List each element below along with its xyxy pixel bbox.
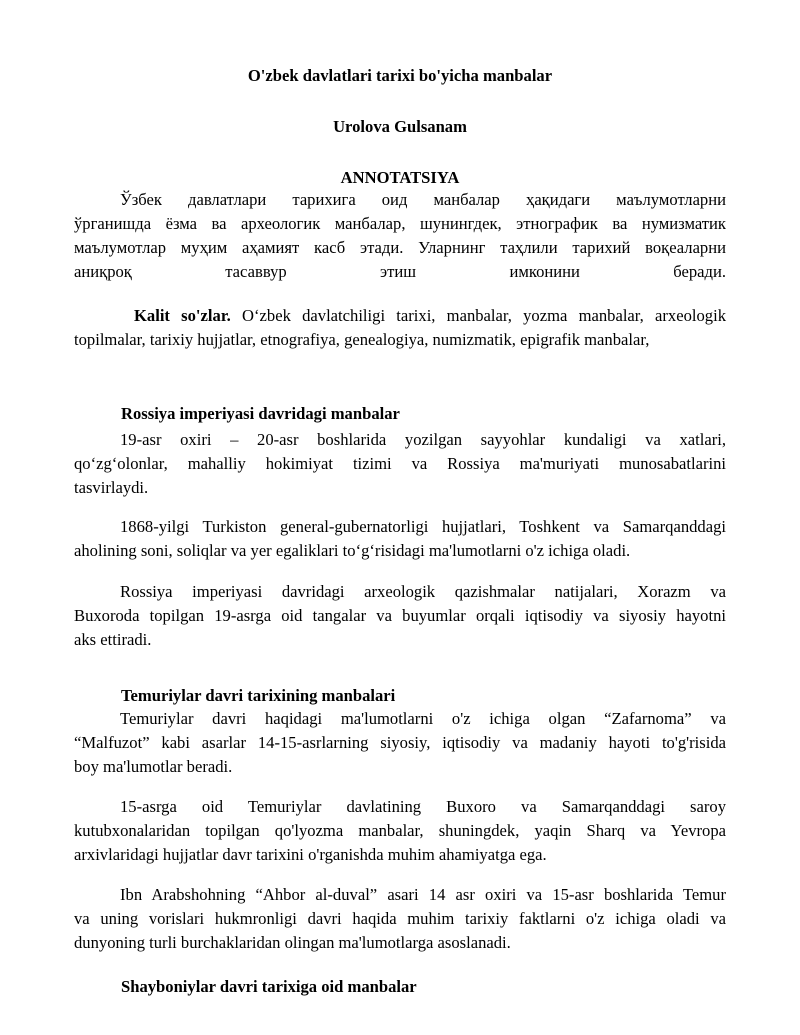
paragraph-line: Rossiya imperiyasi davridagi arxeologik qazishmalar natijalari, Xorazm va <box>120 582 726 601</box>
paragraph-line: boy ma'lumotlar beradi. <box>74 757 233 776</box>
document-title: O'zbek davlatlari tarixi bo'yicha manbalar <box>247 66 553 85</box>
keywords-line <box>74 304 726 328</box>
paragraph-line: aholining soni, soliqlar va yer egaliklari to‘g‘risidagi ma'lumotlarni o'z ichiga oladi. <box>74 541 631 560</box>
section-paragraph <box>74 883 726 955</box>
paragraph-line: 1868-yilgi Turkiston general-gubernatorligi hujjatlari, Toshkent va Samarqanddagi <box>120 517 726 536</box>
section-heading: Shayboniylar davri tarixiga oid manbalar <box>121 977 417 996</box>
annotation-line: ўрганишда ёзма ва археологик манбалар, шунингдек, этнографик ва нумизматик <box>74 214 726 233</box>
paragraph-line: kutubxonalaridan topilgan qo'lyozma manbalar, shuningdek, yaqin Sharq va Yevropa <box>74 821 726 840</box>
paragraph-line: 15-asrga oid Temuriylar davlatining Buxoro va Samarqanddagi saroy <box>120 797 726 816</box>
paragraph-line: va uning vorislari hukmronligi davri haqida muhim tarixiy faktlarni o'z ichiga oladi va <box>74 909 726 928</box>
paragraph-line: aks ettiradi. <box>74 630 152 649</box>
section-paragraph <box>74 515 726 563</box>
document-author: Urolova Gulsanam <box>333 117 467 136</box>
annotation-heading: ANNOTATSIYA <box>340 168 460 187</box>
section-heading: Rossiya imperiyasi davridagi manbalar <box>121 404 400 423</box>
paragraph-line: Temuriylar davri haqidagi ma'lumotlarni o'z ichiga olgan “Zafarnoma” va <box>120 709 726 728</box>
annotation-line: маълумотлар муҳим аҳамият касб этади. Уларнинг таҳлили тарихий воқеаларни <box>74 238 726 257</box>
section-paragraph <box>74 707 726 779</box>
section-heading: Temuriylar davri tarixining manbalari <box>121 686 396 705</box>
paragraph-line: dunyoning turli burchaklaridan olingan ma'lumotlarga asoslanadi. <box>74 933 511 952</box>
paragraph-line: Ibn Arabshohning “Ahbor al-duval” asari 14 asr oxiri va 15-asr boshlarida Temur <box>120 885 726 904</box>
keywords-label: Kalit so'zlar. <box>134 306 231 325</box>
annotation-line: Ўзбек давлатлари тарихига оид манбалар ҳақидаги маълумотларни <box>120 190 726 209</box>
paragraph-line: “Malfuzot” kabi asarlar 14-15-asrlarning siyosiy, iqtisodiy va madaniy hayoti to'g'risida <box>74 733 726 752</box>
keywords-paragraph <box>74 304 726 352</box>
section-paragraph <box>74 795 726 867</box>
paragraph-line: Buxoroda topilgan 19-asrga oid tangalar va buyumlar orqali iqtisodiy va siyosiy hayotni <box>74 606 726 625</box>
section-paragraph <box>74 580 726 652</box>
paragraph-line: qo‘zg‘olonlar, mahalliy hokimiyat tizimi va Rossiya ma'muriyati munosabatlarini <box>74 454 726 473</box>
section-paragraph <box>74 428 726 500</box>
paragraph-line: arxivlaridagi hujjatlar davr tarixini o'rganishda muhim ahamiyatga ega. <box>74 845 547 864</box>
keywords-text: O‘zbek davlatchiligi tarixi, manbalar, yozma manbalar, arxeologik <box>242 306 726 325</box>
paragraph-line: tasvirlaydi. <box>74 478 149 497</box>
keywords-line: topilmalar, tarixiy hujjatlar, etnografiya, genealogiya, numizmatik, epigrafik manbalar, <box>74 330 650 349</box>
annotation-paragraph <box>74 188 726 284</box>
annotation-line: аниқроқ тасаввур этиш имконини беради. <box>74 262 726 281</box>
paragraph-line: 19-asr oxiri – 20-asr boshlarida yozilgan sayyohlar kundaligi va xatlari, <box>120 430 726 449</box>
